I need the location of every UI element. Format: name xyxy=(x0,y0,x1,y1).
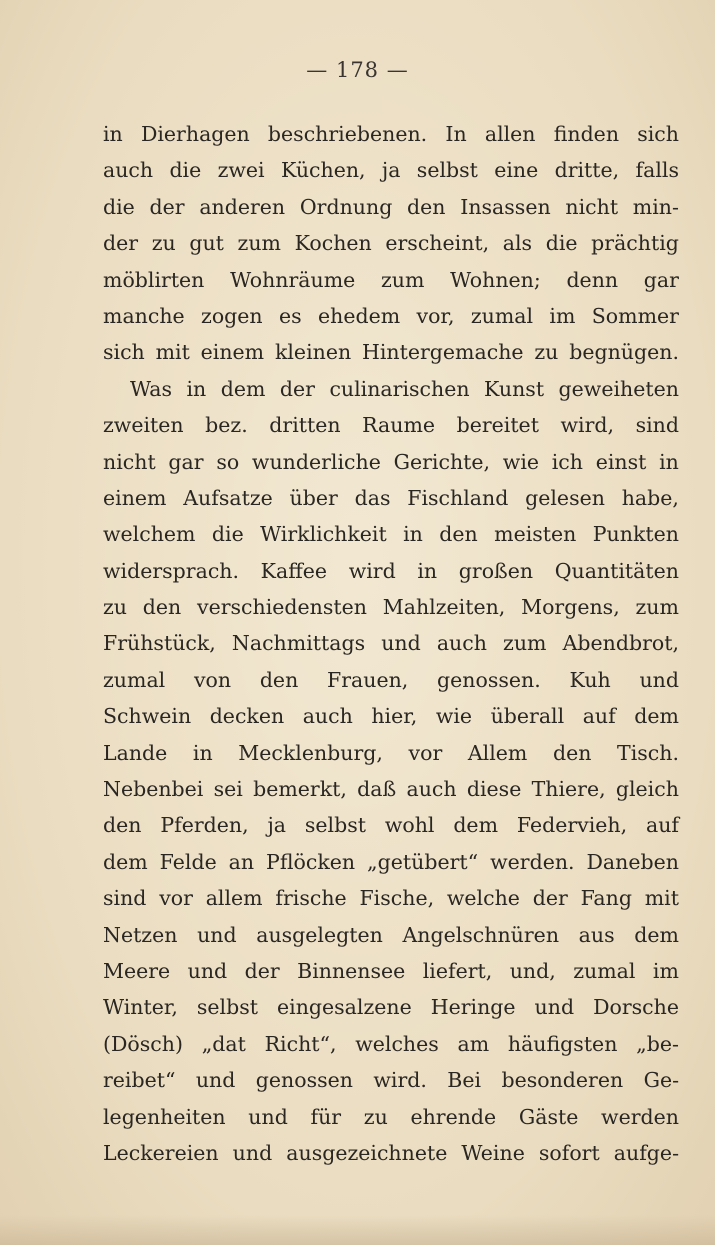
word: werden xyxy=(601,1104,679,1129)
word: Bei xyxy=(447,1068,482,1093)
page-number: — 178 — xyxy=(306,58,409,82)
word: Mecklenburg, xyxy=(238,740,383,765)
word: und xyxy=(381,631,421,656)
word: Sommer xyxy=(591,303,679,328)
text-line xyxy=(103,589,679,625)
word: Weine xyxy=(461,1140,525,1165)
word: legenheiten xyxy=(103,1104,226,1129)
word: nicht xyxy=(103,449,156,474)
word: widersprach. xyxy=(103,558,240,583)
word: bemerkt, xyxy=(253,777,347,802)
word: überall xyxy=(490,704,565,729)
word: In xyxy=(445,122,467,146)
word: Allem xyxy=(467,740,528,765)
word: zu xyxy=(363,1104,388,1129)
word: selbst xyxy=(196,995,258,1020)
word: welchem xyxy=(103,522,196,547)
word: Wohnen; xyxy=(450,267,541,292)
word: Pflöcken xyxy=(266,849,356,874)
word: vor xyxy=(159,886,193,911)
word: zum xyxy=(237,231,281,256)
text-line xyxy=(103,553,679,589)
word: sich xyxy=(637,122,679,146)
word: kleinen xyxy=(274,340,352,365)
text-line xyxy=(103,407,679,443)
word: als xyxy=(502,231,533,256)
word: zwei xyxy=(217,158,265,183)
word: liefert, xyxy=(422,958,493,983)
word: auf xyxy=(645,813,679,838)
text-line xyxy=(103,807,679,843)
word: in xyxy=(659,449,679,474)
word: einem xyxy=(200,340,265,365)
text-line xyxy=(103,1099,679,1135)
word: vor, xyxy=(416,303,455,328)
word: die xyxy=(211,522,244,547)
word: Punkten xyxy=(592,522,679,547)
word: auch xyxy=(436,631,487,656)
word: Gerichte, xyxy=(393,449,491,474)
word: Richt“, xyxy=(264,1031,337,1056)
word: die xyxy=(545,231,578,256)
word: Frauen, xyxy=(327,667,409,692)
word: Was xyxy=(130,376,173,401)
word: wird, xyxy=(560,413,615,438)
word: Pferden, xyxy=(160,813,249,838)
word: dem xyxy=(634,922,679,947)
word: einst xyxy=(595,449,647,474)
word: zu xyxy=(103,595,128,620)
word: Morgens, xyxy=(521,595,620,620)
word: ehedem xyxy=(317,303,401,328)
word: zweiten xyxy=(103,413,184,438)
word: Ordnung xyxy=(299,194,393,219)
word: auch xyxy=(103,158,154,183)
word: gar xyxy=(643,267,679,292)
word: finden xyxy=(553,122,620,146)
word: Felde xyxy=(159,849,217,874)
word: mit xyxy=(644,886,679,911)
word: welches xyxy=(355,1031,439,1056)
word: verschiedensten xyxy=(197,595,367,620)
word: und xyxy=(197,922,237,947)
word: ja xyxy=(381,158,401,183)
word: dritten xyxy=(269,413,341,438)
word: großen xyxy=(458,558,534,583)
word: für xyxy=(310,1104,342,1129)
text-line xyxy=(103,480,679,516)
word: denn xyxy=(566,267,619,292)
word: daß xyxy=(357,777,397,802)
word: Binnensee xyxy=(297,958,406,983)
word: wird xyxy=(348,558,396,583)
word: an xyxy=(228,849,255,874)
word: Kochen xyxy=(294,231,372,256)
word: auch xyxy=(302,704,353,729)
word: den xyxy=(103,813,142,838)
word: Mahlzeiten, xyxy=(382,595,506,620)
word: dem xyxy=(220,376,266,401)
word: zumal xyxy=(103,667,166,692)
word: genossen. xyxy=(437,667,541,692)
word: über xyxy=(289,485,338,510)
word: Gäste xyxy=(518,1104,579,1129)
word: zogen xyxy=(201,303,263,328)
word: genossen xyxy=(255,1068,353,1093)
word: den xyxy=(259,667,299,692)
text-line xyxy=(103,953,679,989)
word: Angelschnüren xyxy=(402,922,560,947)
text-line xyxy=(103,1026,679,1062)
word: dritte, xyxy=(554,158,620,183)
word: Nebenbei xyxy=(103,777,204,802)
word: Nachmittags xyxy=(231,631,366,656)
word: frische xyxy=(275,886,347,911)
word: eingesalzene xyxy=(277,995,412,1020)
word: Abendbrot, xyxy=(562,631,679,656)
text-line xyxy=(103,1062,679,1098)
text-line xyxy=(103,698,679,734)
word: Lande xyxy=(103,740,168,765)
word: wohl xyxy=(384,813,435,838)
word: die xyxy=(103,194,135,219)
word: min- xyxy=(632,194,679,219)
text-line xyxy=(103,662,679,698)
word: der xyxy=(103,231,139,256)
word: im xyxy=(549,303,576,328)
word: zumal xyxy=(470,303,534,328)
word: Ge- xyxy=(643,1068,679,1093)
word: möblirten xyxy=(103,267,205,292)
word: sind xyxy=(635,413,679,438)
word: eine xyxy=(494,158,539,183)
text-line xyxy=(103,516,679,552)
word: dem xyxy=(634,704,679,729)
word: den xyxy=(552,740,592,765)
word: diese xyxy=(466,777,522,802)
word: ausgelegten xyxy=(256,922,383,947)
text-line xyxy=(103,298,679,334)
word: selbst xyxy=(304,813,366,838)
word: falls xyxy=(635,158,679,183)
word: es xyxy=(278,303,302,328)
word: Dierhagen xyxy=(140,122,250,146)
text-line xyxy=(103,917,679,953)
word: Schwein xyxy=(103,704,192,729)
word: Fang xyxy=(580,886,632,911)
text-line xyxy=(103,334,679,370)
text-line xyxy=(103,262,679,298)
word: und xyxy=(232,1140,273,1165)
word: Kaffee xyxy=(260,558,328,583)
word: zu xyxy=(534,340,559,365)
word: wird. xyxy=(373,1068,427,1093)
word: geweiheten xyxy=(558,376,679,401)
word: manche xyxy=(103,303,185,328)
word: dem xyxy=(103,849,148,874)
word: beschriebenen. xyxy=(267,122,428,146)
word: nicht xyxy=(565,194,619,219)
word: das xyxy=(354,485,391,510)
word: werden. xyxy=(490,849,575,874)
word: allen xyxy=(484,122,536,146)
word: Wirklichkeit xyxy=(260,522,387,547)
text-line xyxy=(103,735,679,771)
word: und xyxy=(248,1104,288,1129)
word: und, xyxy=(509,958,556,983)
word: den xyxy=(407,194,446,219)
word: wie xyxy=(502,449,540,474)
word: gar xyxy=(168,449,204,474)
word: und xyxy=(639,667,679,692)
word: und xyxy=(534,995,575,1020)
word: anderen xyxy=(199,194,286,219)
word: dem xyxy=(453,813,499,838)
word: in xyxy=(417,558,438,583)
word: Heringe xyxy=(430,995,516,1020)
word: Küchen, xyxy=(280,158,366,183)
body-text xyxy=(103,116,679,1171)
word: welche xyxy=(446,886,520,911)
word: Tisch. xyxy=(617,740,679,765)
word: culinarischen xyxy=(329,376,470,401)
word: sind xyxy=(103,886,147,911)
word: ja xyxy=(267,813,287,838)
word: häufigsten xyxy=(507,1031,618,1056)
word: (Dösch) xyxy=(103,1031,183,1056)
text-line xyxy=(103,989,679,1025)
word: Insassen xyxy=(460,194,551,219)
word: Raume xyxy=(362,413,436,438)
word: der xyxy=(149,194,185,219)
word: zu xyxy=(151,231,176,256)
word: zumal xyxy=(573,958,636,983)
word: sich xyxy=(103,340,145,365)
word: auch xyxy=(406,777,457,802)
word: Kuh xyxy=(569,667,611,692)
word: allem xyxy=(205,886,263,911)
word: zum xyxy=(635,595,679,620)
word: in xyxy=(186,376,207,401)
word: in xyxy=(103,122,123,146)
word: auf xyxy=(582,704,616,729)
word: und xyxy=(187,958,228,983)
word: der xyxy=(244,958,280,983)
word: reibet“ xyxy=(103,1068,176,1093)
word: den xyxy=(439,522,478,547)
word: am xyxy=(457,1031,490,1056)
word: aus xyxy=(578,922,615,947)
word: habe, xyxy=(621,485,679,510)
word: in xyxy=(192,740,213,765)
word: Fischland xyxy=(407,485,509,510)
word: bez. xyxy=(205,413,248,438)
word: erscheint, xyxy=(385,231,490,256)
word: zum xyxy=(503,631,547,656)
word: Leckereien xyxy=(103,1140,219,1165)
word: Frühstück, xyxy=(103,631,216,656)
text-line xyxy=(103,116,679,152)
word: mit xyxy=(155,340,190,365)
word: von xyxy=(193,667,232,692)
word: selbst xyxy=(416,158,478,183)
word: gleich xyxy=(615,777,679,802)
word: „getübert“ xyxy=(367,849,479,874)
word: vor xyxy=(408,740,443,765)
word: so xyxy=(216,449,240,474)
word: Quantitäten xyxy=(554,558,679,583)
word: den xyxy=(142,595,182,620)
text-line xyxy=(103,444,679,480)
word: Wohnräume xyxy=(230,267,356,292)
word: Netzen xyxy=(103,922,178,947)
word: gut xyxy=(189,231,224,256)
word: „be- xyxy=(636,1031,679,1056)
word: besonderen xyxy=(501,1068,624,1093)
word: Dorsche xyxy=(593,995,679,1020)
text-line xyxy=(103,771,679,807)
word: gelesen xyxy=(525,485,605,510)
word: bereitet xyxy=(456,413,539,438)
text-line xyxy=(103,225,679,261)
word: der xyxy=(279,376,315,401)
text-line xyxy=(103,625,679,661)
word: prächtig xyxy=(591,231,679,256)
word: in xyxy=(403,522,423,547)
word: Federvieh, xyxy=(516,813,628,838)
word: decken xyxy=(209,704,285,729)
word: zum xyxy=(380,267,425,292)
word: Kunst xyxy=(484,376,545,401)
word: aufge- xyxy=(613,1140,679,1165)
text-line xyxy=(103,189,679,225)
word: ich xyxy=(551,449,583,474)
text-line xyxy=(103,1135,679,1171)
word: Fische, xyxy=(359,886,435,911)
text-line xyxy=(103,844,679,880)
text-line xyxy=(103,880,679,916)
word: der xyxy=(532,886,568,911)
word: meisten xyxy=(494,522,577,547)
word: Thiere, xyxy=(531,777,606,802)
word: wie xyxy=(435,704,473,729)
word: Hintergemache xyxy=(362,340,524,365)
word: die xyxy=(169,158,202,183)
word: sofort xyxy=(538,1140,600,1165)
word: Meere xyxy=(103,958,171,983)
word: wunderliche xyxy=(251,449,381,474)
text-line xyxy=(103,152,679,188)
word: sei xyxy=(213,777,243,802)
word: begnügen. xyxy=(569,340,679,365)
text-line xyxy=(103,371,679,407)
word: hier, xyxy=(371,704,418,729)
word: ausgezeichnete xyxy=(286,1140,448,1165)
word: und xyxy=(195,1068,236,1093)
word: einem xyxy=(103,485,167,510)
word: Aufsatze xyxy=(183,485,273,510)
word: Daneben xyxy=(586,849,679,874)
word: Winter, xyxy=(103,995,178,1020)
word: im xyxy=(652,958,679,983)
word: ehrende xyxy=(410,1104,497,1129)
word: „dat xyxy=(201,1031,246,1056)
